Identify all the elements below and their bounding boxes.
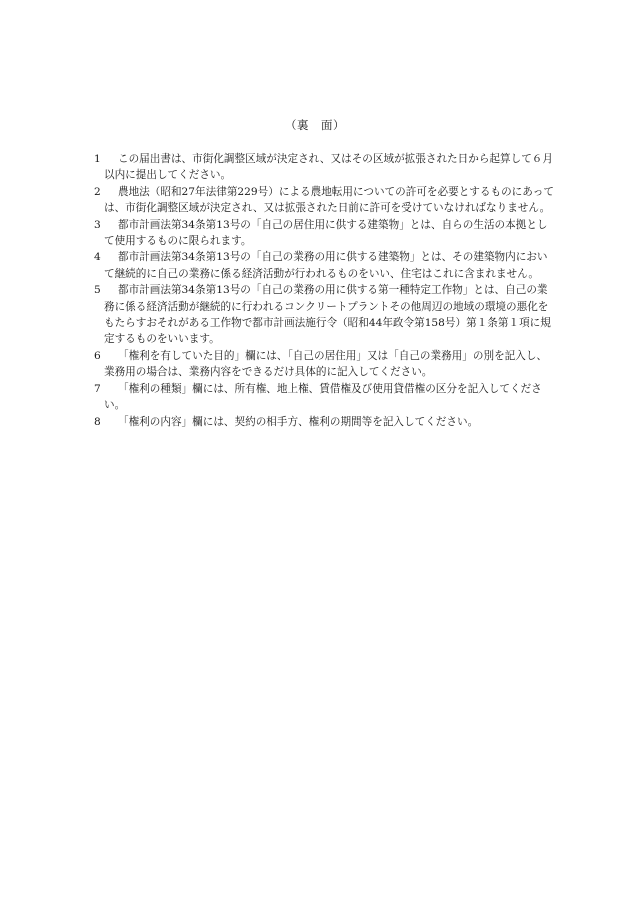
note-number: 2 — [94, 185, 101, 198]
note-text: 農地法（昭和27年法律第229号）による農地転用についての許可を必要とするものにあっては、市街化調整区域が決定され、又は拡張された日前に許可を受けていなければなりません。 — [104, 185, 554, 215]
note-item-2 — [94, 184, 556, 217]
note-text: この届出書は、市街化調整区域が決定され、又はその区域が拡張された日から起算して６月以内に提出してください。 — [104, 153, 553, 182]
note-item-1 — [94, 151, 556, 184]
note-item-7 — [94, 381, 556, 414]
note-number: 5 — [94, 284, 101, 297]
note-text: 「権利の種類」欄には、所有権、地上権、賃借権及び使用貸借権の区分を記入してください。 — [104, 382, 542, 412]
note-number: 3 — [94, 218, 101, 231]
note-number: 6 — [94, 349, 101, 362]
note-item-6 — [94, 348, 556, 381]
note-text: 「権利を有していた目的」欄には、「自己の居住用」又は「自己の業務用」の別を記入し、業務用の場合は、業務内容をできるだけ具体的に記入してください。 — [104, 349, 548, 379]
note-item-4 — [94, 249, 556, 282]
note-text: 都市計画法第34条第13号の「自己の業務の用に供する建築物」とは、その建築物内において継続的に自己の業務に係る経済活動が行われるものをいい、住宅はこれに含まれません。 — [104, 251, 548, 280]
note-item-8 — [94, 414, 556, 430]
note-item-5 — [94, 282, 556, 348]
page-heading: （裏 面） — [285, 118, 345, 132]
note-number: 4 — [94, 251, 101, 264]
note-text: 都市計画法第34条第13号の「自己の居住用に供する建築物」とは、自らの生活の本拠として使用するものに限られます。 — [104, 218, 548, 248]
note-text: 「権利の内容」欄には、契約の相手方、権利の期間等を記入してください。 — [118, 415, 479, 428]
note-number: 7 — [94, 382, 101, 395]
note-number: 1 — [94, 153, 101, 165]
note-text: 都市計画法第34条第13号の「自己の業務の用に供する第一種特定工作物」とは、自己の業務に係る経済活動が継続的に行われるコンクリートプラントその他周辺の地域の環境の悪化をもたらすおそれがある工作物で都市計画法施行令（昭和44年政令第158号）第１条第１項に規定するものをいいます。 — [104, 284, 551, 346]
note-item-3 — [94, 217, 556, 250]
notes-list — [94, 151, 556, 430]
note-number: 8 — [94, 415, 101, 428]
